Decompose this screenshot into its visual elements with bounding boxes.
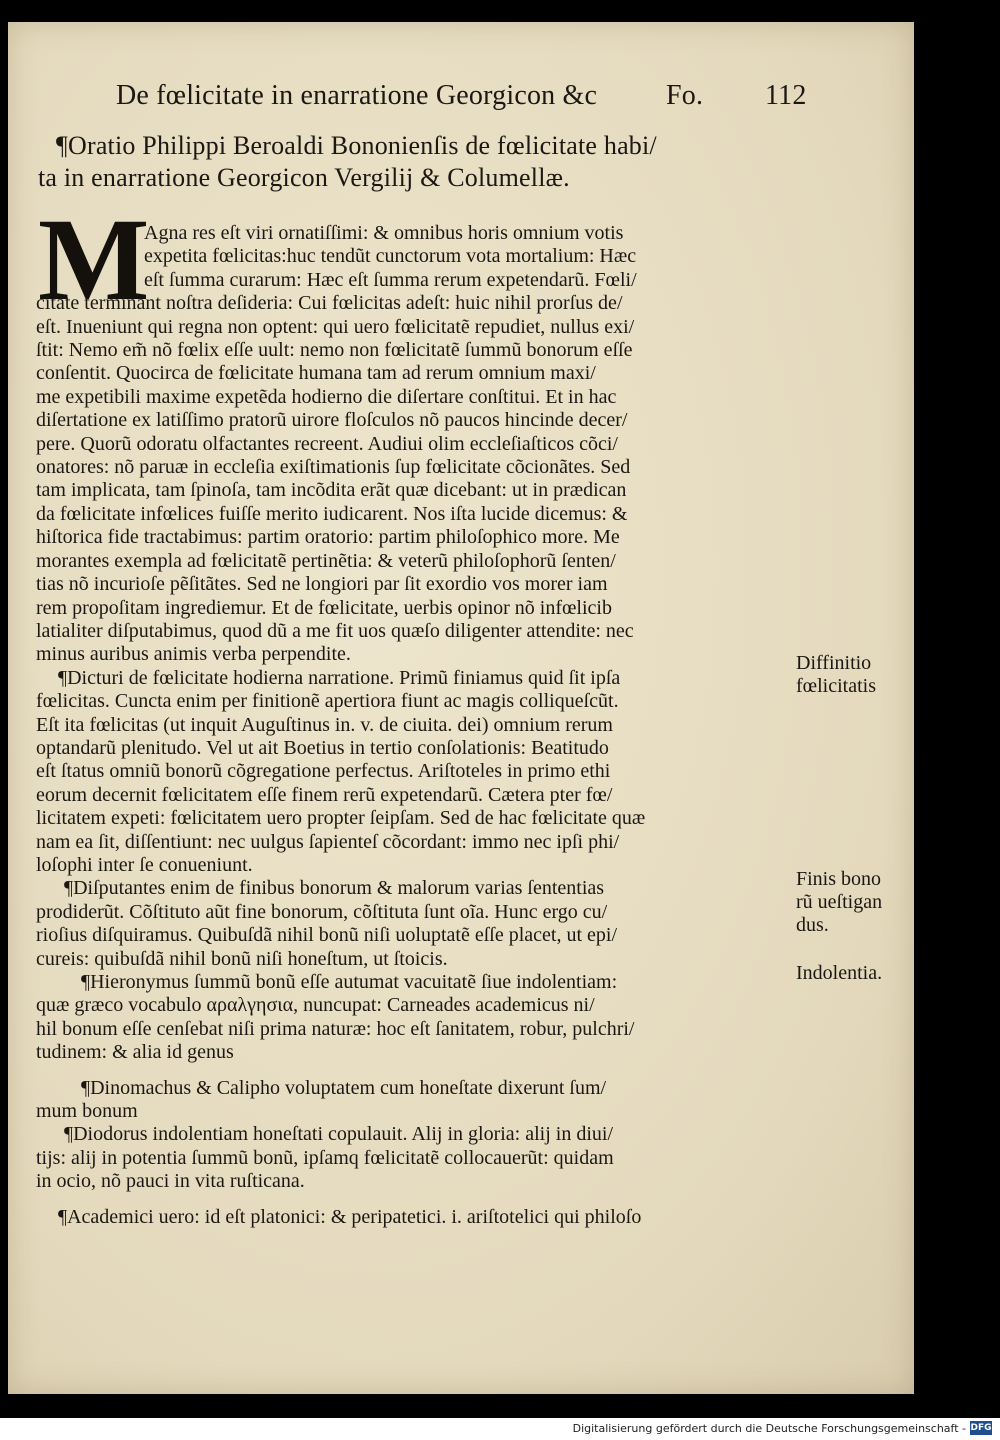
text-line: Agna res eſt viri ornatiſſimi: & omnibus horis omnium votis (144, 222, 624, 244)
text-line: ¶Diodorus indolentiam honeſtati copulauit. Alij in gloria: alij in diui/ (64, 1123, 613, 1146)
text-line: quæ græco vocabulo αραλγησια, nuncupat: Carneades academicus ni/ (36, 994, 595, 1017)
funding-credit: Digitalisierung gefördert durch die Deutsche Forschungsgemeinschaft - (572, 1422, 966, 1435)
margin-note-line: rũ ueſtigan (796, 891, 883, 913)
folio-label: Fo. (666, 80, 704, 111)
text-line: da fœlicitate infœlices fuiſſe merito iudicarent. Nos iſta lucide dicemus: & (36, 502, 628, 525)
page-number: 112 (765, 80, 807, 111)
text-line: fœlicitas. Cuncta enim per finitionẽ apertiora fiunt ac magis colliqueſcũt. (36, 690, 619, 713)
text-line: citate terminant noſtra deſideria: Cui fœlicitas adeſt: huic nihil prorſus de/ (36, 292, 623, 315)
text-line: Eſt ita fœlicitas (ut inquit Auguſtinus in. v. de ciuita. dei) omnium rerum (36, 713, 613, 736)
text-line: rem propoſitam ingrediemur. Et de fœlicitate, uerbis opinor nõ infœlicib (36, 596, 612, 619)
body-text (36, 222, 796, 1229)
margin-note-definition (796, 652, 916, 698)
text-line: minus auribus animis verba perpendite. (36, 643, 351, 666)
text-line: loſophi inter ſe conueniunt. (36, 853, 253, 876)
margin-note-indolentia (796, 962, 916, 985)
text-line: ¶Hieronymus ſummũ bonũ eſſe autumat vacuitatẽ ſiue indolentiam: (81, 971, 618, 993)
text-line: tias nõ incurioſe pẽſitãtes. Sed ne longiori par ſit exordio vos morer iam (36, 573, 608, 596)
text-line: ¶Academici uero: id eſt platonici: & peripatetici. i. ariſtotelici qui philoſo (58, 1205, 642, 1228)
book-page (8, 22, 914, 1394)
margin-note-line: Diffinitio (796, 652, 872, 674)
title-line: ta in enarratione Georgicon Vergilij & Columellæ. (38, 163, 570, 192)
text-line: ſtit: Nemo em̃ nõ fœlix eſſe uult: nemo non fœlicitatẽ ſummũ bonorum eſſe (36, 339, 633, 362)
text-line: eſt ſtatus omniũ bonorũ cõgregatione perfectus. Ariſtoteles in primo ethi (36, 760, 611, 783)
running-title: De fœlicitate in enarratione Georgicon &c (116, 80, 598, 111)
text-line: licitatem expeti: fœlicitatem uero propter ſeipſam. Sed de hac fœlicitate quæ (36, 807, 646, 830)
text-line: cureis: quibuſdã nihil bonũ niſi honeſtum, ut ſtoicis. (36, 947, 448, 970)
text-line: eſt ſumma curarum: Hæc eſt ſumma rerum expetendarũ. Fœli/ (144, 268, 637, 291)
text-line: rioſius diſquiramus. Quibuſdã nihil bonũ niſi uoluptatẽ eſſe placet, ut epi/ (36, 924, 618, 947)
text-line: tam implicata, tam ſpinoſa, tam incõdita erãt quæ dicebant: ut in prædican (36, 479, 627, 502)
margin-note-line: Indolentia. (796, 962, 883, 984)
text-line: diſertatione ex latiſſimo pratorũ uirore floſculos nõ paucos hincinde decer/ (36, 409, 628, 432)
text-line: morantes exempla ad fœlicitatẽ pertinẽtia: & veterũ philoſophorũ ſenten/ (36, 549, 616, 572)
text-line: mum bonum (36, 1100, 138, 1123)
title-line: ¶Oratio Philippi Beroaldi Bononienſis de fœlicitate habi/ (56, 131, 657, 160)
decorated-initial: M (38, 194, 150, 325)
oration-title (38, 130, 798, 194)
text-line: prodiderũt. Cõſtituto aũt fine bonorum, cõſtituta ſunt oĩa. Hunc ergo cu/ (36, 900, 608, 923)
margin-note-line: Finis bono (796, 868, 882, 890)
text-line: pere. Quorũ odoratu olfactantes recreent. Audiui olim eccleſiaſticos cõci/ (36, 432, 618, 455)
text-line: eſt. Inueniunt qui regna non optent: qui uero fœlicitatẽ repudiet, nullus exi/ (36, 315, 635, 338)
text-line: tudinem: & alia id genus (36, 1041, 234, 1064)
text-line: ¶Dinomachus & Calipho voluptatem cum honeſtate dixerunt ſum/ (81, 1076, 607, 1099)
text-line: hiſtorica fide tractabimus: partim oratorio: partim philoſophico more. Me (36, 526, 620, 549)
text-line: tijs: alij in potentia ſummũ bonũ, ipſamq fœlicitatẽ collocauerũt: quidam (36, 1146, 614, 1169)
text-line: me expetibili maxime expetẽda hodierno die diſertare conſtitui. Et in hac (36, 385, 617, 408)
margin-note-line: dus. (796, 914, 829, 936)
text-line: in ocio, nõ pauci in vita ruſticana. (36, 1170, 305, 1193)
text-line: onatores: nõ paruæ in eccleſia exiſtimationis ſup fœlicitate cõcionãtes. Sed (36, 456, 631, 479)
dfg-logo: DFG (970, 1423, 992, 1433)
text-line: hil bonum eſſe cenſebat niſi prima naturæ: hoc eſt ſanitatem, robur, pulchri/ (36, 1017, 635, 1040)
text-line: expetita fœlicitas:huc tendũt cunctorum vota mortalium: Hæc (144, 245, 637, 268)
text-line: conſentit. Quocirca de fœlicitate humana tam ad rerum omnium maxi/ (36, 362, 596, 385)
margin-note-line: fœlicitatis (796, 675, 876, 697)
text-line: optandarũ plenitudo. Vel ut ait Boetius in tertio conſolationis: Beatitudo (36, 736, 609, 759)
text-line: eorum decernit fœlicitatem eſſe finem rerũ expetendarũ. Cætera pter fœ/ (36, 783, 613, 806)
text-line: latialiter diſputabimus, quod dũ a me fit uos quæſo diligenter attendite: nec (36, 619, 634, 642)
text-line: nam ea ſit, diſſentiunt: nec uulgus ſapienteſ cõcordant: immo nec ipſi phi/ (36, 830, 620, 853)
text-line: ¶Diſputantes enim de finibus bonorum & malorum varias ſententias (64, 877, 605, 900)
footer-bar (0, 1418, 1000, 1440)
text-line: ¶Dicturi de fœlicitate hodierna narratione. Primũ finiamus quid ſit ipſa (58, 666, 621, 689)
margin-note-finis (796, 868, 916, 937)
